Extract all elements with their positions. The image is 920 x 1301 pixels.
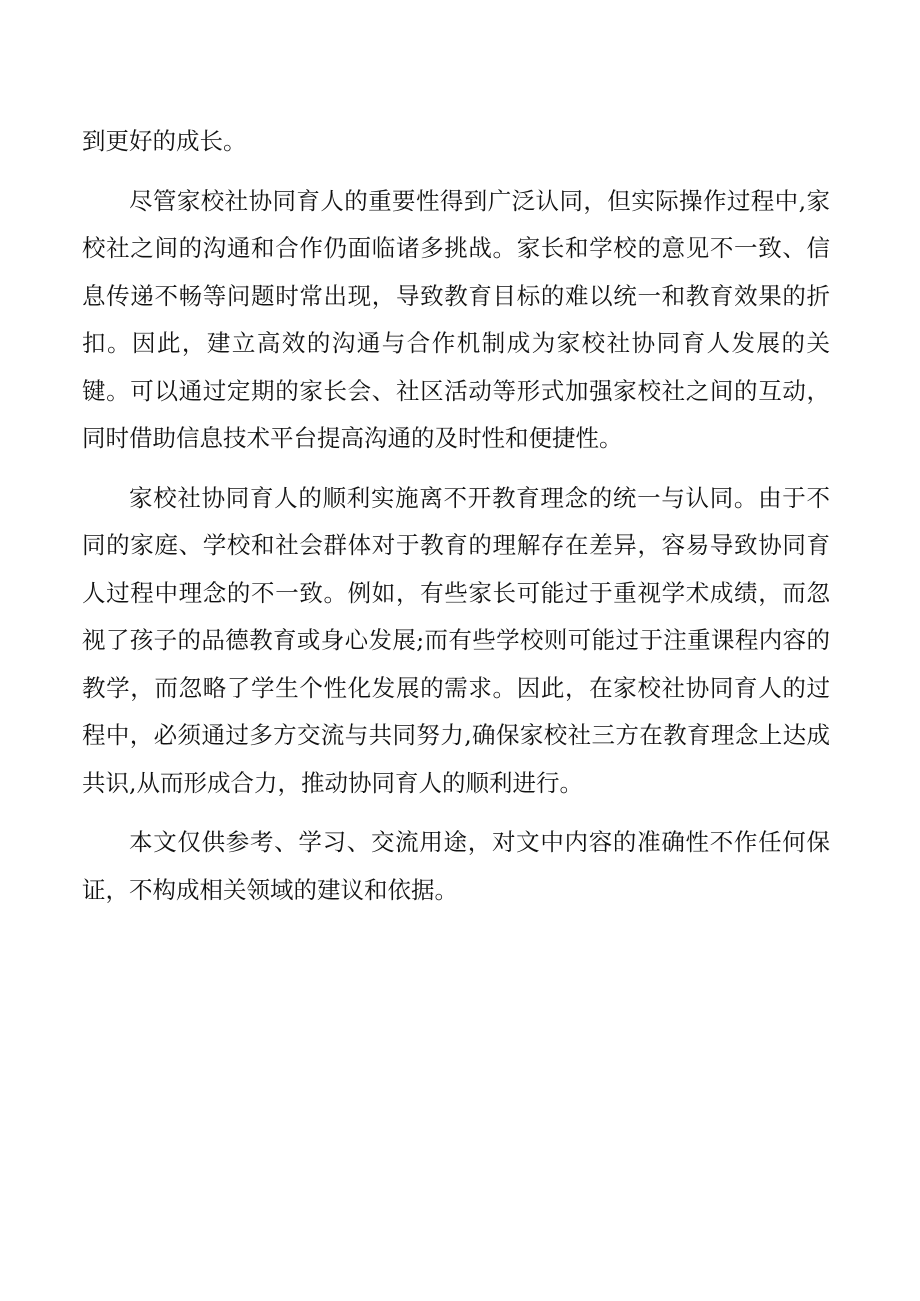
paragraph-continuation: 到更好的成长。 [82,127,247,155]
paragraph-educational-philosophy: 家校社协同育人的顺利实施离不开教育理念的统一与认同。由于不同的家庭、学校和社会群体对于教育的理解存在差异，容易导致协同育人过程中理念的不一致。例如，有些家长可能过于重视学术成绩，而忽视了孩子的品德教育或身心发展;而有些学校则可能过于注重课程内容的教学，而忽略了学生个性化发展的需求。因此，在家校社协同育人的过程中，必须通过多方交流与共同努力,确保家校社三方在教育理念上达成共识,从而形成合力，推动协同育人的顺利进行。 [82,483,830,797]
document-body [82,118,830,926]
paragraph-disclaimer: 本文仅供参考、学习、交流用途，对文中内容的准确性不作任何保证，不构成相关领域的建议和依据。 [82,828,830,904]
paragraph-communication-challenges: 尽管家校社协同育人的重要性得到广泛认同，但实际操作过程中,家校社之间的沟通和合作仍面临诸多挑战。家长和学校的意见不一致、信息传递不畅等问题时常出现，导致教育目标的难以统一和教育效果的折扣。因此，建立高效的沟通与合作机制成为家校社协同育人发展的关键。可以通过定期的家长会、社区活动等形式加强家校社之间的互动，同时借助信息技术平台提高沟通的及时性和便捷性。 [82,186,830,452]
